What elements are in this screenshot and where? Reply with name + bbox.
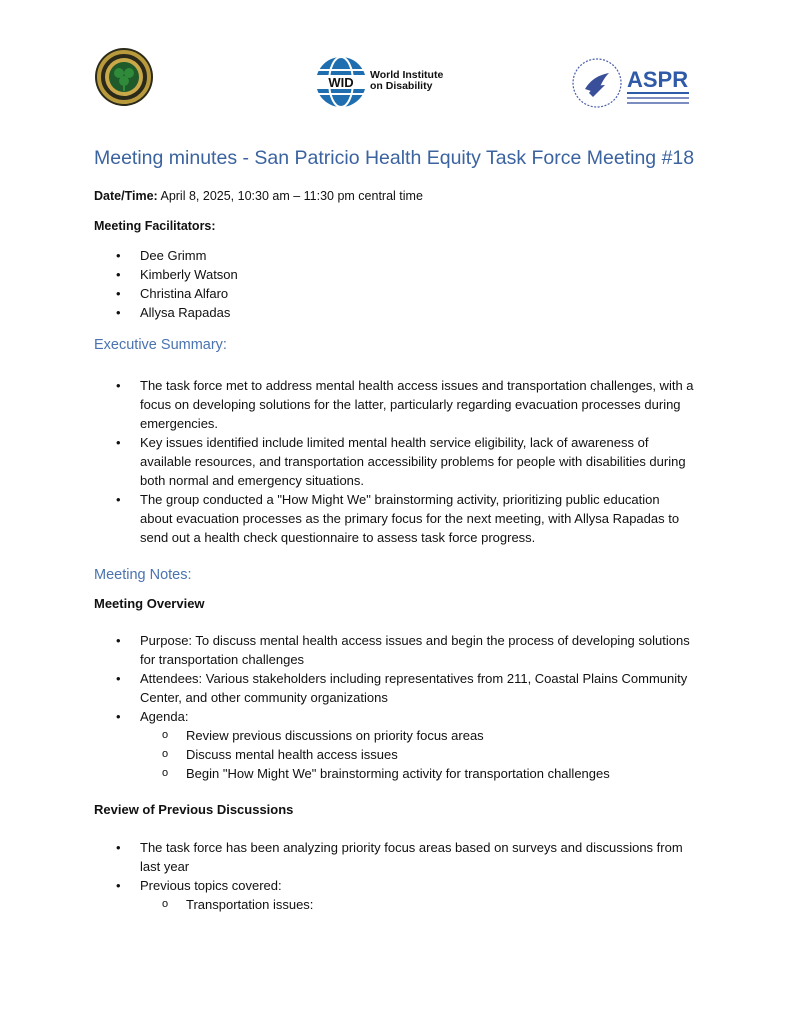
- agenda-item: Begin "How Might We" brainstorming activity for transportation challenges: [186, 766, 610, 781]
- list-item: • Purpose: To discuss mental health access issues and begin the process of developing solutions for transportation challenges: [116, 633, 690, 667]
- previous-topics-list: [0, 895, 706, 914]
- attendees-text: Attendees: Various stakeholders including representatives from 211, Coastal Plains Community Center, and other community organizations: [140, 671, 688, 705]
- list-item: • Agenda:: [116, 709, 189, 724]
- executive-summary-list: [0, 376, 791, 547]
- review-list: [0, 838, 791, 895]
- list-item: • Dee Grimm: [116, 248, 207, 263]
- list-item: • The group conducted a "How Might We" brainstorming activity, prioritizing public education about evacuation processes as the primary focus for the next meeting, with Allysa Rapadas to send out a health check questionnaire to assess task force progress.: [116, 492, 680, 545]
- summary-text: Key issues identified include limited mental health service eligibility, lack of awareness of available resources, and transportation accessibility problems for people with disabilities during both normal and emergency situations.: [140, 435, 686, 488]
- aspr-logo: [571, 57, 693, 109]
- globe-icon: [315, 56, 367, 108]
- meeting-overview-heading: Meeting Overview: [94, 596, 205, 611]
- facilitator-name: Christina Alfaro: [140, 286, 229, 301]
- review-text: Previous topics covered:: [140, 878, 282, 893]
- overview-list: [0, 631, 791, 726]
- meeting-notes-heading: Meeting Notes:: [94, 567, 192, 583]
- wid-line1: World Institute: [370, 69, 444, 81]
- wid-line2: on Disability: [370, 80, 433, 92]
- list-item: • Allysa Rapadas: [116, 305, 231, 320]
- list-item: • The task force has been analyzing priority focus areas based on surveys and discussions from last year: [116, 840, 683, 874]
- facilitators-label: Meeting Facilitators:: [94, 219, 216, 233]
- wid-logo: [315, 56, 465, 108]
- agenda-item: Review previous discussions on priority focus areas: [186, 728, 484, 743]
- page-title: Meeting minutes - San Patricio Health Equity Task Force Meeting #18: [94, 147, 695, 169]
- agenda-item: Discuss mental health access issues: [186, 747, 398, 762]
- purpose-text: Purpose: To discuss mental health access issues and begin the process of developing solutions for transportation challenges: [140, 633, 690, 667]
- list-item: • The task force met to address mental health access issues and transportation challenges, with a focus on developing solutions for the latter, particularly regarding evacuation processes during emergencies.: [116, 378, 694, 431]
- county-seal-logo: [94, 47, 154, 107]
- list-item: • Attendees: Various stakeholders including representatives from 211, Coastal Plains Community Center, and other community organizations: [116, 671, 688, 705]
- review-text: The task force has been analyzing priority focus areas based on surveys and discussions from last year: [140, 840, 683, 874]
- wid-name: [370, 70, 443, 92]
- executive-summary-heading: Executive Summary:: [94, 337, 227, 353]
- list-item: o Discuss mental health access issues: [162, 747, 398, 762]
- wid-mark: WID: [328, 75, 354, 90]
- list-item: o Begin "How Might We" brainstorming activity for transportation challenges: [162, 766, 610, 781]
- datetime-value: April 8, 2025, 10:30 am – 11:30 pm central time: [160, 189, 423, 203]
- list-item: o Review previous discussions on priority focus areas: [162, 728, 484, 743]
- summary-text: The group conducted a "How Might We" brainstorming activity, prioritizing public education about evacuation processes as the primary focus for the next meeting, with Allysa Rapadas to send out a health check questionnaire to assess task force progress.: [140, 492, 680, 545]
- agenda-label: Agenda:: [140, 709, 189, 724]
- facilitators-list: [0, 246, 791, 322]
- facilitator-name: Allysa Rapadas: [140, 305, 231, 320]
- agenda-list: [0, 726, 706, 783]
- summary-text: The task force met to address mental health access issues and transportation challenges, with a focus on developing solutions for the latter, particularly regarding evacuation processes during emergencies.: [140, 378, 694, 431]
- list-item: o Transportation issues:: [162, 897, 314, 912]
- facilitator-name: Dee Grimm: [140, 248, 207, 263]
- aspr-mark: ASPR: [627, 67, 689, 92]
- list-item: • Kimberly Watson: [116, 267, 238, 282]
- list-item: • Christina Alfaro: [116, 286, 229, 301]
- list-item: • Previous topics covered:: [116, 878, 282, 893]
- topic-item: Transportation issues:: [186, 897, 314, 912]
- list-item: • Key issues identified include limited mental health service eligibility, lack of awareness of available resources, and transportation accessibility problems for people with disabilities during both normal and emergency situations.: [116, 435, 686, 488]
- facilitator-name: Kimberly Watson: [140, 267, 238, 282]
- datetime-label: Date/Time:: [94, 189, 158, 203]
- review-heading: Review of Previous Discussions: [94, 802, 294, 817]
- datetime-line: [94, 189, 423, 203]
